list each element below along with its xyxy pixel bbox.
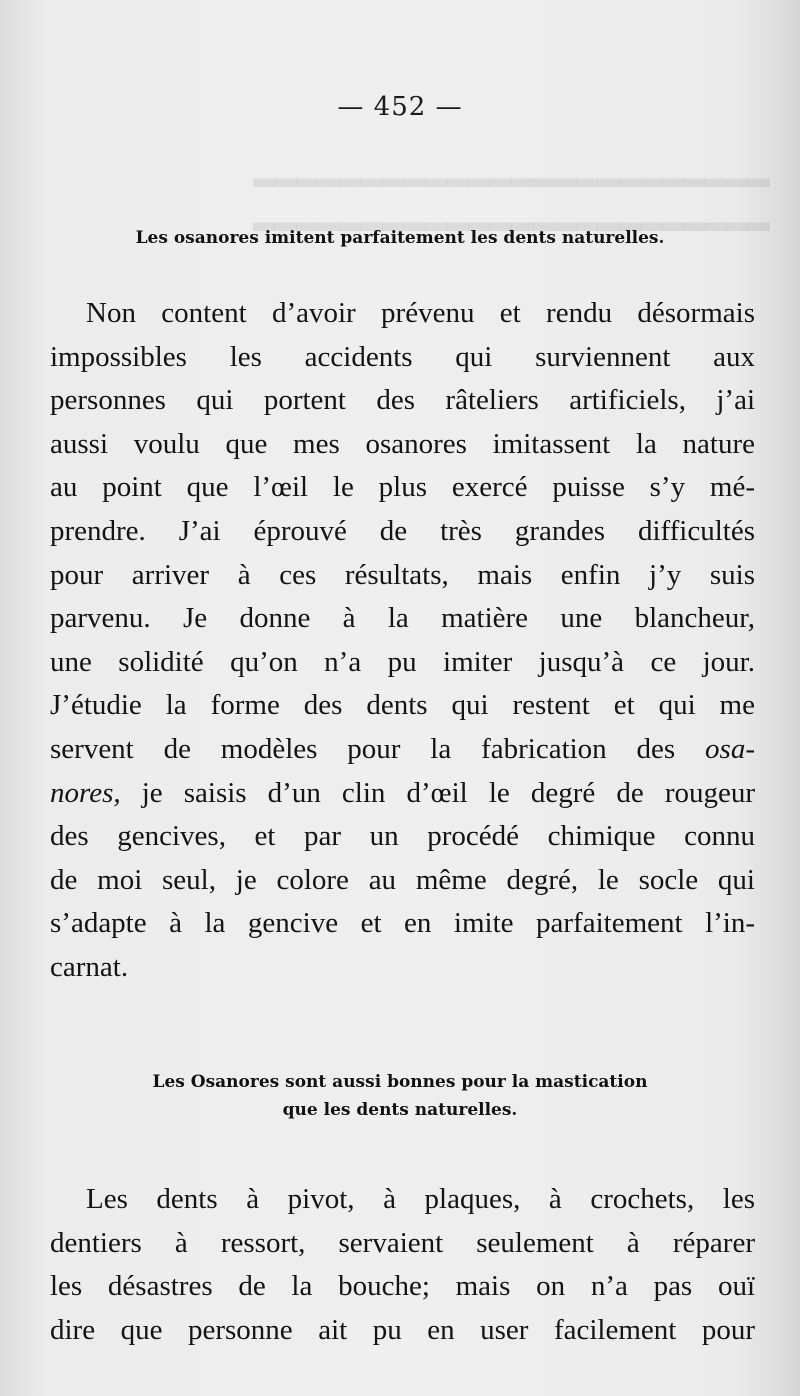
paragraph-osanores-imitation bbox=[50, 292, 755, 990]
text-line: aussi voulu que mes osanores imitassent la nature bbox=[50, 427, 755, 460]
text-line: au point que l’œil le plus exercé puisse s’y mé- bbox=[50, 471, 755, 504]
text-line: les désastres de la bouche; mais on n’a pas ouï bbox=[50, 1270, 755, 1303]
text-line: parvenu. Je donne à la matière une blancheur, bbox=[50, 602, 755, 635]
text-line: dire que personne ait pu en user facilement pour bbox=[50, 1313, 755, 1346]
text-line bbox=[50, 728, 755, 772]
text-run: je saisis d’un clin d’œil le degré de rougeur bbox=[120, 776, 755, 809]
text-line: J’étudie la forme des dents qui restent et qui me bbox=[50, 689, 755, 722]
show-through-texture: ▂▂▂▂▂▂▂▂▂▂▂▂▂▂▂▂▂▂▂▂▂▂▂▂ ▂▂▂▂▂▂▂▂▂▂▂▂▂▂▂▂▂▂▂▂▂▂▂▂ bbox=[253, 156, 770, 231]
text-line: impossibles les accidents qui surviennent aux bbox=[50, 340, 755, 373]
text-line: dentiers à ressort, servaient seulement à réparer bbox=[50, 1226, 755, 1259]
text-line: carnat. bbox=[50, 950, 129, 983]
text-line bbox=[50, 772, 755, 816]
text-line: Les dents à pivot, à plaques, à crochets, les bbox=[86, 1183, 755, 1215]
text-line: de moi seul, je colore au même degré, le socle qui bbox=[50, 863, 755, 896]
italic-word: osa- bbox=[705, 732, 755, 765]
section-heading-osanores-imitent: Les osanores imitent parfaitement les dents naturelles. bbox=[135, 228, 665, 248]
text-line: pour arriver à ces résultats, mais enfin j’y suis bbox=[50, 558, 755, 591]
text-line: une solidité qu’on n’a pu imiter jusqu’à ce jour. bbox=[50, 645, 755, 678]
text-line: des gencives, et par un procédé chimique connu bbox=[50, 820, 755, 853]
heading-line: que les dents naturelles. bbox=[282, 1100, 518, 1120]
text-line: prendre. J’ai éprouvé de très grandes difficultés bbox=[50, 514, 755, 547]
text-line: personnes qui portent des râteliers artificiels, j’ai bbox=[50, 384, 755, 417]
text-run: servent de modèles pour la fabrication des bbox=[50, 732, 706, 765]
text-line: Non content d’avoir prévenu et rendu désormais bbox=[86, 297, 755, 329]
page-number: — 452 — bbox=[337, 92, 463, 122]
paragraph-dents-pivot bbox=[50, 1178, 755, 1352]
text-line: s’adapte à la gencive et en imite parfaitement l’in- bbox=[50, 907, 755, 940]
heading-line: Les Osanores sont aussi bonnes pour la mastication bbox=[152, 1072, 648, 1092]
section-heading-mastication bbox=[0, 1068, 800, 1124]
italic-word: nores, bbox=[50, 776, 121, 809]
